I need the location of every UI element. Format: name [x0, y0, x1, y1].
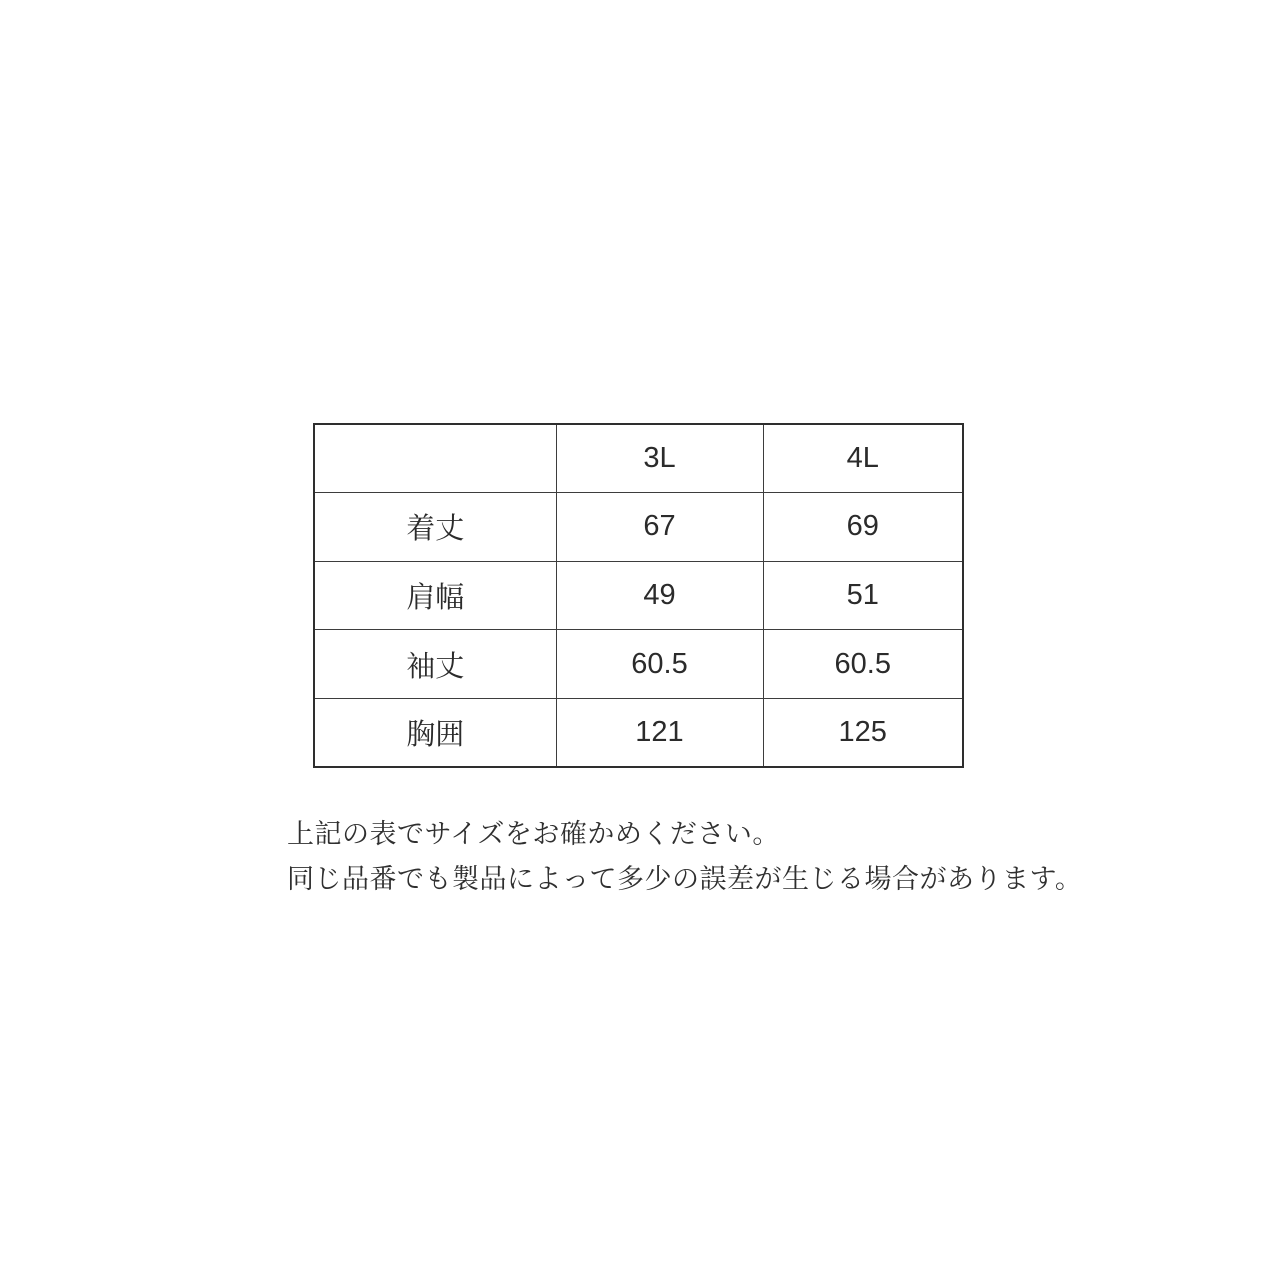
cell-chest-4l: 125 [763, 698, 963, 767]
table-row [314, 493, 963, 562]
size-notes [287, 812, 1082, 902]
cell-sleeve-length-4l: 60.5 [763, 630, 963, 699]
col-header-3l: 3L [556, 424, 763, 493]
col-header-4l: 4L [763, 424, 963, 493]
cell-shoulder-width-4l: 51 [763, 561, 963, 630]
table-row [314, 698, 963, 767]
row-label-shoulder-width: 肩幅 [314, 561, 556, 630]
cell-sleeve-length-3l: 60.5 [556, 630, 763, 699]
note-line-1: 上記の表でサイズをお確かめください。 [287, 819, 780, 849]
table-row [314, 561, 963, 630]
note-line-2: 同じ品番でも製品によって多少の誤差が生じる場合があります。 [287, 864, 1083, 894]
cell-chest-3l: 121 [556, 698, 763, 767]
row-label-sleeve-length: 袖丈 [314, 630, 556, 699]
corner-cell [314, 424, 556, 493]
cell-body-length-4l: 69 [763, 493, 963, 562]
size-table [313, 423, 964, 768]
table-header-row [314, 424, 963, 493]
row-label-chest: 胸囲 [314, 698, 556, 767]
cell-body-length-3l: 67 [556, 493, 763, 562]
cell-shoulder-width-3l: 49 [556, 561, 763, 630]
table-row [314, 630, 963, 699]
row-label-body-length: 着丈 [314, 493, 556, 562]
